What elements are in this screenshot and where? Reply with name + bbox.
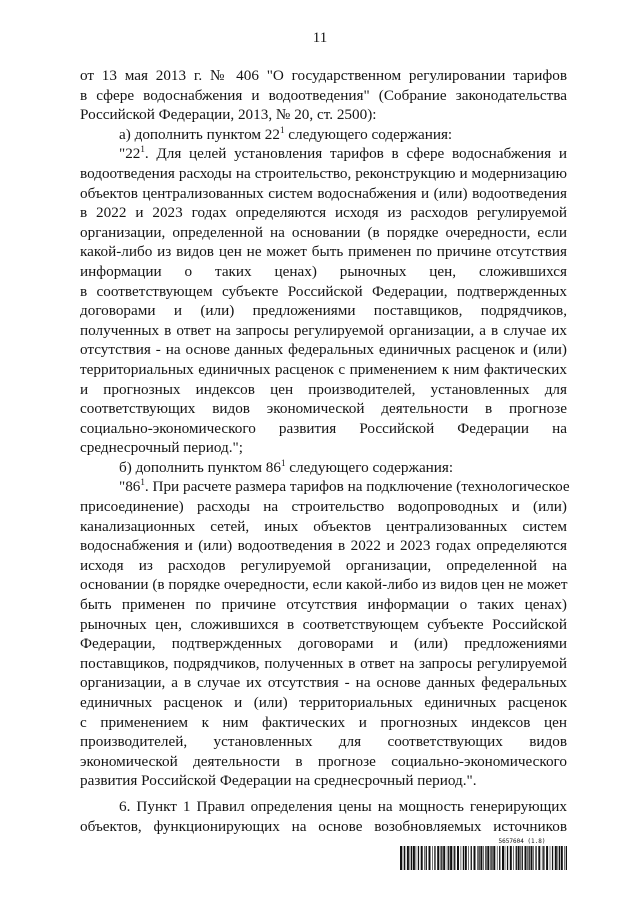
text-line-content: соответствующих видов экономической деятельности в прогнозе — [80, 400, 567, 418]
text-line-content: основании (в порядке очередности, если какой-либо из видов цен не может — [80, 576, 568, 594]
text-line-content: в сфере водоснабжения и водоотведения" (Собрание законодательства — [80, 86, 567, 104]
barcode-bar — [447, 846, 448, 870]
text-line-content: "22 — [119, 145, 141, 163]
text-line-content: водоотведения расходы на строительство, реконструкцию и модернизацию — [80, 164, 567, 182]
barcode-bar — [477, 846, 478, 870]
barcode-bar — [502, 846, 504, 870]
barcode-bar — [497, 846, 498, 870]
barcode-bar — [493, 846, 495, 870]
barcode-bar — [440, 846, 441, 870]
barcode-code: 5657604 (1.8) — [498, 838, 546, 845]
barcode-bar — [522, 846, 523, 870]
text-line — [80, 497, 567, 517]
barcode-bar — [426, 846, 427, 870]
text-line — [80, 673, 567, 693]
barcode-bar — [403, 846, 404, 870]
barcode-bar — [463, 846, 464, 870]
barcode-bar — [437, 846, 439, 870]
text-line-content: в соответствующем субъекте Российской Федерации, подтвержденных — [80, 282, 567, 300]
barcode-bar — [507, 846, 508, 870]
barcode-bar — [564, 846, 565, 870]
text-line — [80, 301, 567, 321]
barcode-bar — [555, 846, 557, 870]
superscript: 1 — [280, 124, 285, 135]
text-line — [80, 282, 567, 302]
text-line-tail: . Для целей установления тарифов в сфере водоснабжения и — [144, 145, 567, 163]
barcode-bar — [454, 846, 455, 870]
barcode-bar — [566, 846, 567, 870]
text-line-content: организации, определенной на основании (в порядке очередности, если — [80, 223, 567, 241]
barcode-bar — [400, 846, 402, 870]
text-line-content: канализационных сетей, иных объектов централизованных систем — [80, 517, 567, 535]
barcode-bar — [559, 846, 560, 870]
text-line-content: Российской Федерации, 2013, № 20, ст. 2500): — [80, 106, 377, 124]
barcode-bar — [546, 846, 548, 870]
barcode-bar — [510, 846, 512, 870]
superscript: 1 — [280, 457, 286, 468]
text-line-content: и прогнозных индексов цен производителей, установленных для — [80, 380, 567, 398]
text-line-content: б) дополнить пунктом 86 — [119, 458, 281, 476]
text-line — [80, 164, 567, 184]
text-line-content: водоснабжения и (или) водоотведения в 2022 и 2023 годах определяются — [80, 537, 567, 555]
text-line — [80, 615, 567, 635]
barcode-bar — [432, 846, 433, 870]
text-line — [80, 732, 567, 752]
barcode-bar — [531, 846, 533, 870]
text-line — [80, 380, 567, 400]
text-line-content: от 13 мая 2013 г. № 406 "О государственном регулировании тарифов — [80, 67, 567, 84]
text-line — [80, 203, 567, 223]
text-line — [80, 340, 567, 360]
page-number: 11 — [312, 30, 328, 46]
text-line — [80, 797, 567, 817]
text-line-content: быть применен по причине отсутствия информации о таких ценах) — [80, 596, 567, 614]
barcode-bar — [461, 846, 462, 870]
barcode-bar — [518, 846, 520, 870]
barcode-bar — [499, 846, 500, 870]
barcode-bar — [550, 846, 551, 870]
barcode-bar — [474, 846, 476, 870]
text-line-content: территориальных единичных расценок с применением к ним фактических — [80, 360, 567, 378]
text-line-content: единичных расценок и (или) территориальных единичных расценок — [80, 694, 567, 711]
text-line — [80, 595, 567, 615]
barcode-bar — [558, 846, 559, 870]
barcode-bar — [407, 846, 409, 870]
barcode-bar — [525, 846, 527, 870]
barcode-bar — [450, 846, 452, 870]
text-line-content: полученных в ответ на запросы регулируемой организации, а в случае их — [80, 321, 567, 339]
barcode-bar — [516, 846, 517, 870]
text-line-content: объектов, функционирующих на основе возобновляемых источников — [80, 817, 567, 835]
barcode-bar — [424, 846, 425, 870]
barcode-bar — [529, 846, 530, 870]
text-line — [80, 66, 567, 86]
text-line — [80, 242, 567, 262]
text-line — [80, 752, 567, 772]
barcode-bar — [413, 846, 415, 870]
text-line-content: присоединение) расходы на строительство водопроводных и (или) — [80, 498, 567, 516]
text-line-content: отсутствия - на основе данных федеральных единичных расценок и (или) — [80, 341, 567, 359]
text-line-content: исходя из расходов регулируемой организации, определенной на — [80, 556, 567, 574]
barcode-bar — [542, 846, 543, 870]
barcode-bar — [453, 846, 454, 870]
text-line-content: объектов централизованных систем водоснабжения и (или) водоотведения — [80, 184, 567, 202]
text-line-content: социально-экономического развития Российской Федерации на — [80, 419, 567, 437]
barcode-bar — [487, 846, 489, 870]
text-line — [80, 399, 567, 419]
barcode-bar — [527, 846, 528, 870]
barcode-bar — [434, 846, 435, 870]
barcode-bar — [418, 846, 419, 870]
barcode-bar — [457, 846, 459, 870]
barcode-bar — [490, 846, 491, 870]
text-line — [80, 575, 567, 595]
text-line — [80, 771, 567, 791]
barcode-bar — [552, 846, 553, 870]
text-line — [80, 262, 567, 282]
barcode-bar — [421, 846, 423, 870]
text-line-content: поставщиков, подрядчиков, полученных в ответ на запросы регулируемой — [80, 654, 567, 672]
text-line-content: какой-либо из видов цен не может быть применен по причине отсутствия — [80, 243, 567, 261]
barcode-bar — [513, 846, 514, 870]
superscript: 1 — [140, 477, 145, 488]
barcode-bar — [410, 846, 411, 870]
barcode-bar — [443, 846, 445, 870]
barcode-bar — [429, 846, 431, 870]
text-line-content: с применением к ним фактических и прогнозных индексов цен — [80, 713, 567, 731]
barcode-bar — [480, 846, 482, 870]
text-line-content: информации о таких ценах) рыночных цен, сложившихся — [80, 262, 567, 280]
text-line — [80, 634, 567, 654]
text-line-tail: . При расчете размера тарифов на подключение (технологическое — [144, 478, 570, 496]
text-line-content: рыночных цен, сложившихся в соответствующем субъекте Российской — [80, 615, 567, 633]
barcode-bar — [538, 846, 540, 870]
text-line — [80, 438, 567, 458]
text-line — [80, 419, 567, 439]
barcode-bar — [483, 846, 484, 870]
barcode-bar — [448, 846, 449, 870]
text-line-content: развития Российской Федерации на среднесрочный период.". — [80, 772, 477, 790]
text-line-content: производителей, установленных для соответствующих видов — [80, 733, 567, 751]
document-body — [80, 66, 570, 836]
barcode-bar — [478, 846, 479, 870]
text-line — [80, 184, 567, 204]
text-line-tail: следующего содержания: — [284, 125, 453, 143]
text-line — [80, 556, 567, 576]
barcode-bar — [404, 846, 405, 870]
text-line — [80, 713, 567, 733]
text-line-content: Федерации, подтвержденных договорами и (или) предложениями — [80, 635, 567, 653]
barcode-bar — [468, 846, 469, 870]
text-line-content: договорами и (или) предложениями поставщиков, подрядчиков, — [80, 302, 567, 320]
barcode-bar — [520, 846, 521, 870]
barcode-bar — [411, 846, 412, 870]
text-line — [80, 223, 567, 243]
text-line — [80, 817, 567, 837]
text-line-content: "86 — [119, 478, 141, 496]
barcode-bar — [533, 846, 534, 870]
text-line-content: а) дополнить пунктом 22 — [119, 125, 280, 143]
barcode-bar — [441, 846, 442, 870]
barcode-bar — [543, 846, 544, 870]
text-line-content: в 2022 и 2023 годах определяются исходя из расходов регулируемой — [80, 204, 567, 222]
text-line-tail: следующего содержания: — [285, 458, 454, 476]
text-line — [80, 125, 567, 145]
barcode-bar — [491, 846, 492, 870]
text-line — [80, 654, 567, 674]
text-line — [80, 321, 567, 341]
text-line — [80, 105, 567, 125]
text-line — [80, 477, 570, 497]
text-line — [80, 693, 567, 713]
text-line — [80, 517, 567, 537]
text-line — [80, 144, 567, 164]
barcode — [400, 846, 568, 870]
barcode-bar — [505, 846, 506, 870]
barcode-bar — [485, 846, 486, 870]
superscript: 1 — [140, 144, 145, 155]
barcode-bar — [535, 846, 536, 870]
barcode-bar — [561, 846, 563, 870]
text-line — [80, 536, 567, 556]
text-line — [80, 86, 567, 106]
text-line-content: среднесрочный период."; — [80, 439, 243, 457]
barcode-bar — [465, 846, 467, 870]
text-line-content: 6. Пункт 1 Правил определения цены на мощность генерирующих — [119, 797, 567, 815]
barcode-bar — [471, 846, 472, 870]
text-line-content: организации, а в случае их отсутствия - на основе данных федеральных — [80, 674, 567, 692]
text-line — [80, 458, 567, 478]
text-line — [80, 360, 567, 380]
text-line-content: экономической деятельности в прогнозе социально-экономического — [80, 752, 567, 770]
barcode-bar — [416, 846, 417, 870]
